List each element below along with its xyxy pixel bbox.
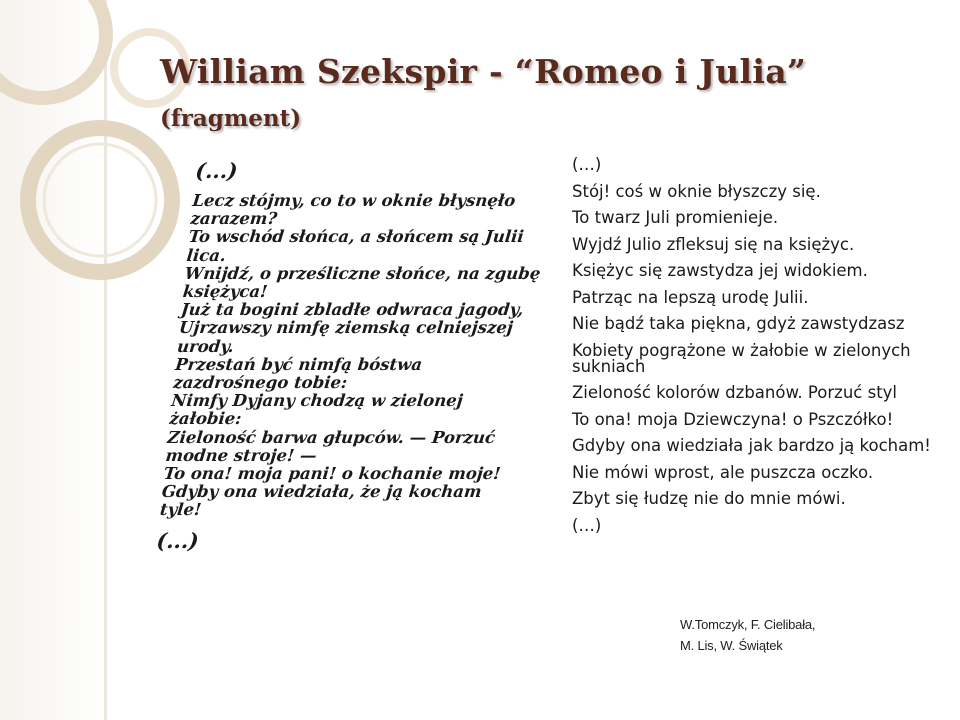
modern-text-line: Nie mówi wprost, ale puszcza oczko.: [572, 462, 874, 482]
original-text-line: Gdyby ona wiedziała, że ją kocham: [160, 482, 483, 502]
decorative-ring-large: [28, 128, 172, 272]
original-text-line: Przestań być nimfą bóstwa: [174, 354, 424, 374]
modern-text-line: Księżyc się zawstydza jej widokiem.: [572, 261, 868, 280]
modern-text-line: Nie bądź taka piękna, gdyż zawstydzasz: [572, 314, 905, 333]
modern-text-line: Stój! coś w oknie błyszczy się.: [572, 181, 821, 201]
original-text-line: Wnijdź, o prześliczne słońce, na zgubę: [183, 263, 542, 283]
modern-text-block: [572, 157, 942, 544]
original-text-line: Zieloność barwa głupców. — Porzuć: [166, 427, 497, 447]
modern-text-line: Wyjdź Julio zfleksuj się na księżyc.: [572, 234, 855, 254]
modern-text-line: To ona! moja Dziewczyna! o Pszczółko!: [572, 409, 894, 429]
decorative-ring-top: [0, 0, 106, 98]
slide-title: William Szekspir - “Romeo i Julia”: [160, 52, 807, 91]
original-text-line: Nimfy Dyjany chodzą w zielonej: [170, 391, 464, 411]
original-text-line: zarazem?: [189, 209, 279, 229]
original-text-line: lica.: [185, 245, 227, 265]
original-text-line: To wschód słońca, a słońcem są Julii: [187, 227, 525, 247]
credits-line: M. Lis, W. Świątek: [680, 638, 783, 653]
original-text-line: modne stroje! —: [164, 445, 318, 465]
modern-text-line: Zbyt się łudzę nie do mnie mówi.: [572, 489, 846, 508]
original-text-line: Już ta bogini zbladłe odwraca jagody,: [180, 300, 525, 320]
original-text-line: (...): [155, 527, 200, 553]
original-text-line: Lecz stójmy, co to w oknie błysnęło: [191, 191, 517, 210]
modern-text-line: (…): [572, 155, 602, 174]
original-text-line: (...): [194, 158, 239, 183]
modern-text-line: Patrząc na lepszą urodę Julii.: [572, 287, 809, 307]
credits-block: [680, 614, 815, 656]
original-text-line: księżyca!: [181, 282, 269, 302]
original-text-line: To ona! moja pani! o kochanie moje!: [162, 464, 502, 484]
original-text-line: urody.: [176, 336, 235, 356]
original-text-line: Ujrzawszy nimfę ziemską celniejszej: [178, 318, 514, 338]
modern-text-line: (…): [572, 515, 602, 535]
modern-text-line: Gdyby ona wiedziała jak bardzo ją kocham!: [572, 436, 931, 455]
decorative-ring-large-inner: [44, 144, 156, 256]
original-text-line: zazdrośnego tobie:: [172, 373, 349, 393]
modern-text-line: To twarz Juli promienieje.: [572, 208, 779, 227]
slide-subtitle: (fragment): [160, 105, 302, 132]
modern-text-line: Kobiety pogrążone w żałobie w zielonych sukniach: [572, 340, 911, 376]
original-text-block: [155, 158, 542, 554]
credits-line: W.Tomczyk, F. Cielibała,: [680, 617, 816, 632]
modern-text-line: Zieloność kolorów dzbanów. Porzuć styl: [572, 383, 898, 402]
original-text-line: żałobie:: [168, 409, 243, 429]
original-text-line: tyle!: [159, 500, 203, 520]
decorative-rings: [0, 0, 200, 330]
